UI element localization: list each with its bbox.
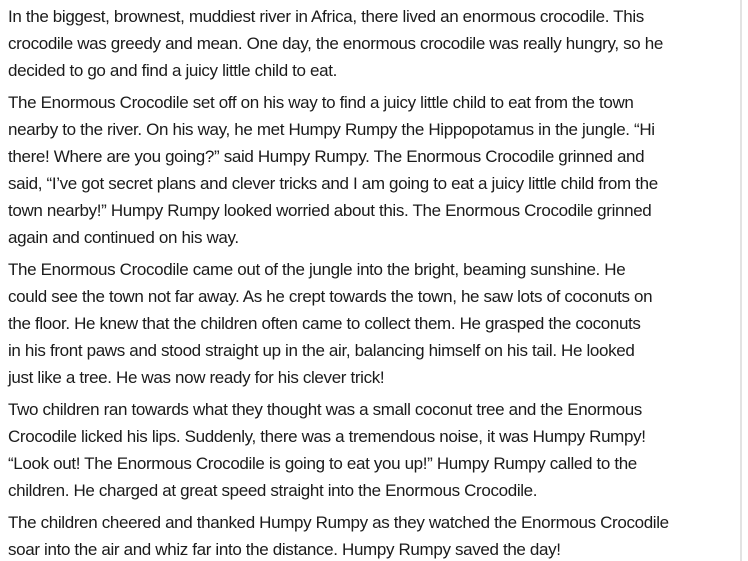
text-line: in his front paws and stood straight up in the air, balancing himself on his tail. He looked (8, 341, 635, 360)
text-line: crocodile was greedy and mean. One day, the enormous crocodile was really hungry, so he (8, 34, 663, 53)
paragraph-4 (8, 396, 740, 504)
text-line: again and continued on his way. (8, 228, 239, 247)
text-line: town nearby!” Humpy Rumpy looked worried about this. The Enormous Crocodile grinned (8, 201, 652, 220)
text-line: the floor. He knew that the children often came to collect them. He grasped the coconuts (8, 314, 641, 333)
text-line: said, “I’ve got secret plans and clever tricks and I am going to eat a juicy little child from the (8, 174, 658, 193)
paragraph-1 (8, 3, 740, 84)
text-line: soar into the air and whiz far into the distance. Humpy Rumpy saved the day! (8, 540, 561, 559)
text-line: children. He charged at great speed straight into the Enormous Crocodile. (8, 481, 538, 500)
paragraph-3 (8, 256, 740, 391)
page-edge-rule (740, 0, 742, 561)
text-line: nearby to the river. On his way, he met Humpy Rumpy the Hippopotamus in the jungle. “Hi (8, 120, 655, 139)
story-text (8, 3, 740, 561)
text-line: The children cheered and thanked Humpy Rumpy as they watched the Enormous Crocodile (8, 513, 669, 532)
text-line: Crocodile licked his lips. Suddenly, there was a tremendous noise, it was Humpy Rumpy! (8, 427, 646, 446)
text-line: just like a tree. He was now ready for his clever trick! (8, 368, 385, 387)
text-line: In the biggest, brownest, muddiest river in Africa, there lived an enormous crocodile. This (8, 7, 644, 26)
paragraph-5 (8, 509, 740, 561)
text-line: there! Where are you going?” said Humpy Rumpy. The Enormous Crocodile grinned and (8, 147, 645, 166)
paragraph-2 (8, 89, 740, 251)
text-line: The Enormous Crocodile set off on his way to find a juicy little child to eat from the town (8, 93, 634, 112)
text-line: decided to go and find a juicy little child to eat. (8, 61, 337, 80)
text-line: The Enormous Crocodile came out of the jungle into the bright, beaming sunshine. He (8, 260, 626, 279)
text-line: “Look out! The Enormous Crocodile is going to eat you up!” Humpy Rumpy called to the (8, 454, 637, 473)
text-line: could see the town not far away. As he crept towards the town, he saw lots of coconuts on (8, 287, 653, 306)
text-line: Two children ran towards what they thought was a small coconut tree and the Enormous (8, 400, 642, 419)
